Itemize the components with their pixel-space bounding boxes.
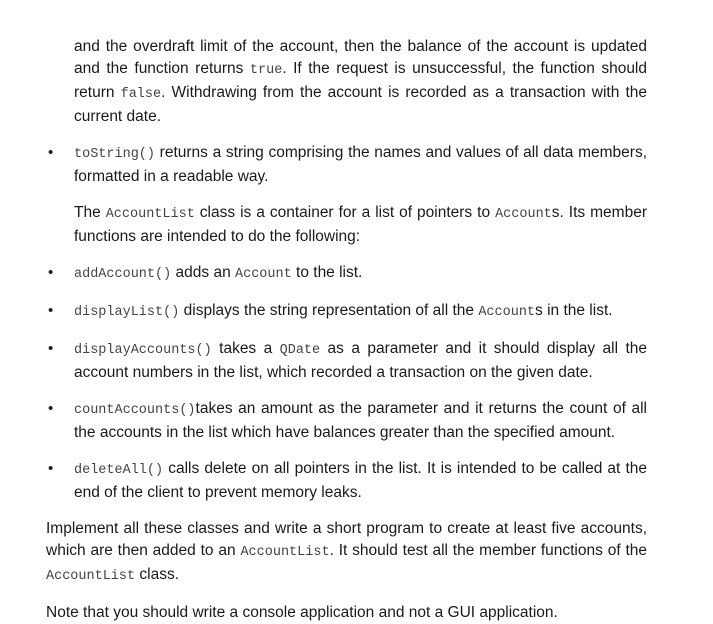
bullet-icon: • [48, 460, 54, 477]
document-body [0, 36, 713, 624]
bullet-displaylist: • displayList() displays the string representation of all the Accounts in the list. [48, 302, 613, 320]
code-displaylist: displayList() [74, 305, 180, 320]
bullet-countaccounts: • countAccounts()takes an amount as the parameter and it returns the count of all the accounts in the list which have balances greater than the specified amount. [48, 400, 647, 441]
bullet-addaccount: • addAccount() adds an Account to the list. [48, 264, 363, 282]
note-paragraph: Note that you should write a console application and not a GUI application. [46, 604, 558, 621]
bullet-icon: • [48, 264, 54, 281]
bullet-displayaccounts: • displayAccounts() takes a QDate as a parameter and it should display all the account numbers in the list, which recorded a transaction on the given date. [48, 340, 647, 381]
code-countaccounts: countAccounts() [74, 403, 196, 418]
code-true: true [249, 63, 283, 78]
code-false: false [120, 87, 162, 102]
code-accountlist-3: AccountList [46, 569, 136, 584]
code-account: Account [495, 207, 552, 222]
code-tostring: toString() [74, 147, 156, 162]
bullet-icon: • [48, 340, 54, 357]
code-deleteall: deleteAll() [74, 463, 164, 478]
bullet-deleteall: • deleteAll() calls delete on all pointers in the list. It is intended to be called at the end of the client to prevent memory leaks. [48, 460, 647, 501]
bullet-icon: • [48, 400, 54, 417]
bullet-icon: • [48, 144, 54, 161]
member-function-list [0, 262, 713, 504]
tostring-list [0, 142, 713, 188]
code-accountlist-2: AccountList [240, 545, 330, 560]
bullet-icon: • [48, 302, 54, 319]
accountlist-paragraph: The AccountList class is a container for a list of pointers to Accounts. Its member functions are intended to do the following: [74, 204, 647, 245]
code-displayaccounts: displayAccounts() [74, 343, 212, 358]
code-accountlist: AccountList [105, 207, 195, 222]
code-addaccount: addAccount() [74, 267, 172, 282]
implement-paragraph: Implement all these classes and write a short program to create at least five accounts, which are then added to an AccountList. It should test all the member functions of the AccountList class. [46, 520, 647, 584]
withdraw-paragraph: and the overdraft limit of the account, then the balance of the account is updated and the function returns true. If the request is unsuccessful, the function should return false. Withdrawing from the account is recorded as a transaction with the current date. [74, 38, 647, 125]
bullet-tostring: • toString() returns a string comprising the names and values of all data members, formatted in a readable way. [48, 144, 647, 185]
